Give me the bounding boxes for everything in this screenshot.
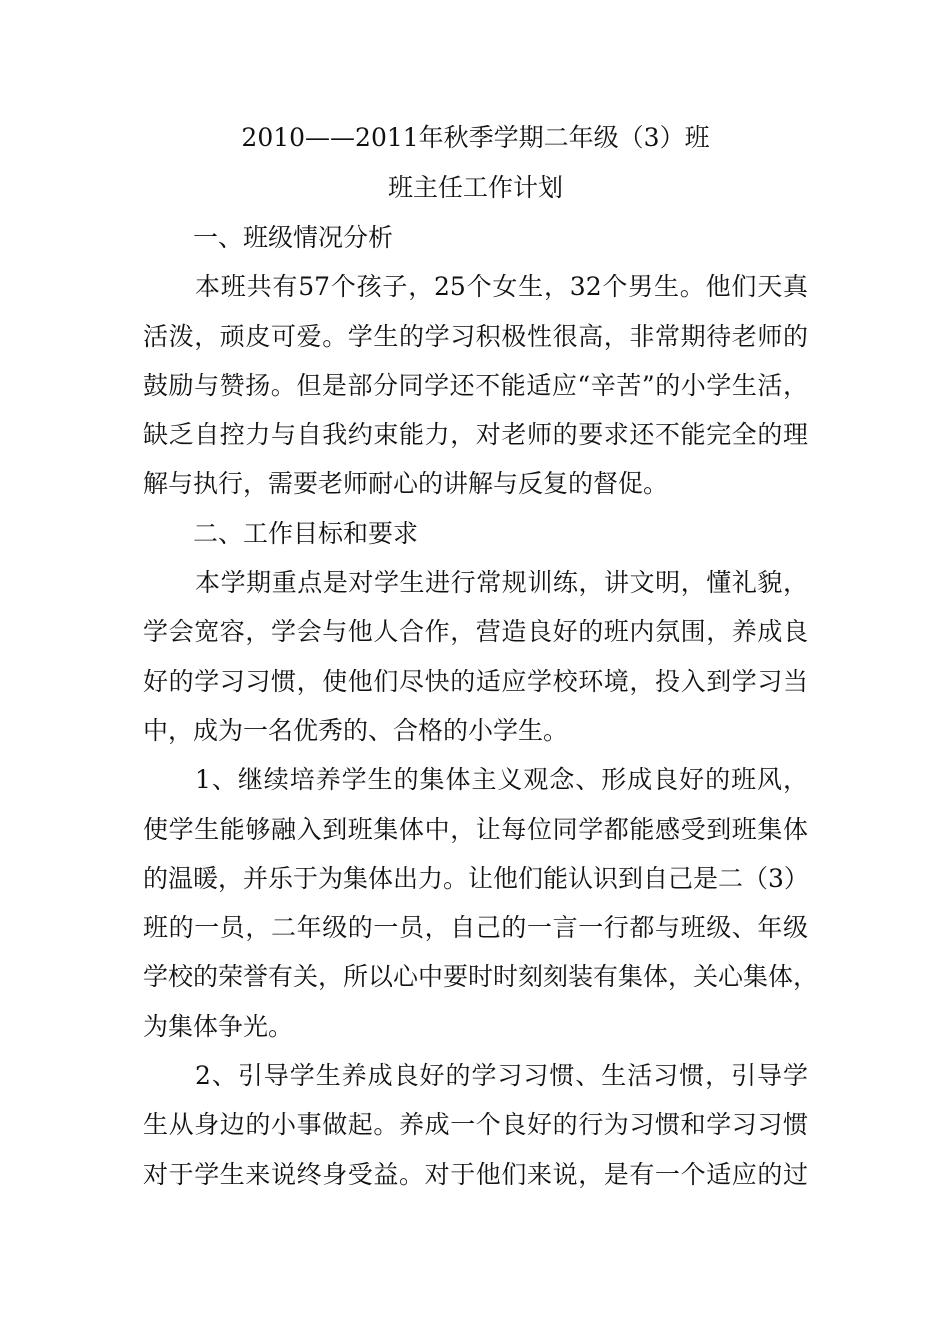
paragraph-line: 的温暖，并乐于为集体出力。让他们能认识到自己是二（3） bbox=[143, 863, 809, 893]
paragraph-line: 班的一员，二年级的一员，自己的一言一行都与班级、年级 bbox=[143, 913, 808, 943]
paragraph-line: 学会宽容，学会与他人合作，营造良好的班内氛围，养成良 bbox=[143, 617, 808, 647]
paragraph-class-analysis bbox=[143, 262, 808, 508]
paragraph-line: 本学期重点是对学生进行常规训练，讲文明，懂礼貌， bbox=[195, 568, 808, 598]
paragraph-line: 对于学生来说终身受益。对于他们来说，是有一个适应的过 bbox=[143, 1159, 808, 1189]
paragraph-line: 使学生能够融入到班集体中，让每位同学都能感受到班集体 bbox=[143, 814, 808, 844]
paragraph-line: 1、继续培养学生的集体主义观念、形成良好的班风， bbox=[195, 765, 808, 795]
paragraph-line: 2、引导学生养成良好的学习习惯、生活习惯，引导学 bbox=[195, 1061, 808, 1091]
paragraph-item-2 bbox=[143, 1051, 808, 1199]
paragraph-line: 中，成为一名优秀的、合格的小学生。 bbox=[143, 715, 569, 745]
document-title-line-1: 2010——2011年秋季学期二年级（3）班 bbox=[241, 123, 710, 152]
paragraph-line: 学校的荣誉有关，所以心中要时时刻刻装有集体，关心集体， bbox=[143, 962, 819, 992]
paragraph-line: 解与执行，需要老师耐心的讲解与反复的督促。 bbox=[143, 469, 669, 499]
paragraph-item-1 bbox=[143, 755, 819, 1051]
section-heading-class-analysis: 一、班级情况分析 bbox=[193, 223, 394, 252]
document-body bbox=[143, 113, 819, 1199]
paragraph-line: 本班共有57个孩子，25个女生，32个男生。他们天真 bbox=[195, 272, 808, 302]
paragraph-line: 生从身边的小事做起。养成一个良好的行为习惯和学习习惯 bbox=[143, 1110, 808, 1140]
paragraph-line: 好的学习习惯，使他们尽快的适应学校环境，投入到学习当 bbox=[143, 666, 808, 696]
paragraph-line: 为集体争光。 bbox=[143, 1011, 294, 1041]
document-title-line-2: 班主任工作计划 bbox=[387, 173, 563, 202]
paragraph-line: 鼓励与赞扬。但是部分同学还不能适应“辛苦”的小学生活， bbox=[143, 370, 808, 400]
paragraph-line: 缺乏自控力与自我约束能力，对老师的要求还不能完全的理 bbox=[143, 420, 808, 450]
paragraph-goals bbox=[143, 558, 808, 755]
paragraph-line: 活泼，顽皮可爱。学生的学习积极性很高，非常期待老师的 bbox=[143, 321, 808, 351]
section-heading-goals: 二、工作目标和要求 bbox=[193, 518, 419, 548]
